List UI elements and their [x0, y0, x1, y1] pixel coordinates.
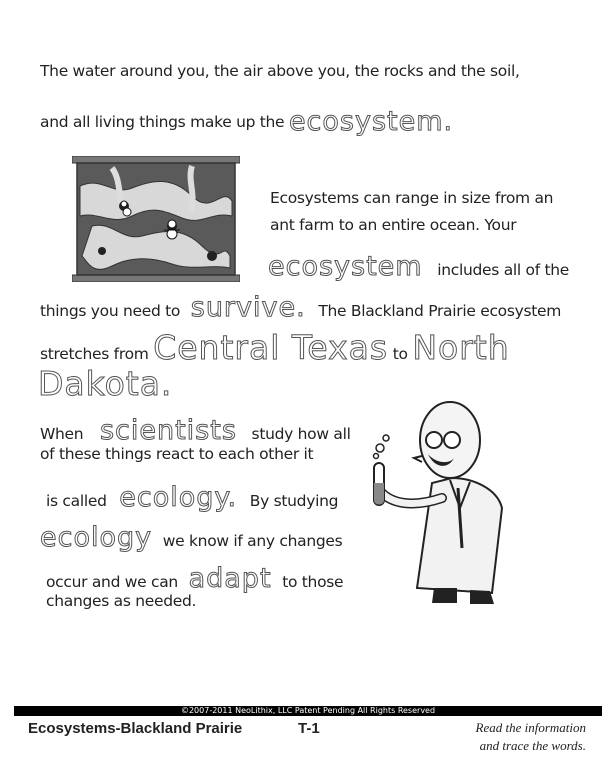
paragraph3-occur: occur and we can: [46, 573, 178, 591]
trace-word-north: North: [412, 328, 510, 367]
paragraph3-line1: [40, 415, 351, 446]
paragraph3-line5: [46, 563, 343, 594]
footer-note-line1: Read the information: [475, 720, 586, 735]
trace-word-central-texas: Central Texas: [153, 328, 389, 367]
trace-word-ecology-2: ecology: [40, 522, 153, 553]
paragraph1-line1: The water around you, the air above you, the rocks and the soil,: [40, 62, 520, 80]
paragraph2-line5: [40, 328, 510, 367]
trace-word-ecosystem: ecosystem.: [288, 106, 454, 137]
paragraph3-called: is called: [46, 492, 107, 510]
paragraph2-line5b-text: to: [392, 345, 408, 363]
paragraph3-study: study how all: [251, 425, 351, 443]
trace-word-ecology: ecology.: [119, 482, 238, 513]
paragraph2-line3-text: includes all of the: [437, 261, 570, 279]
paragraph3-line4: [40, 522, 342, 553]
paragraph3-line2: of these things react to each other it: [40, 445, 314, 463]
copyright-bar: ©2007-2011 NeoLithix, LLC Patent Pending All Rights Reserved: [14, 706, 602, 716]
paragraph2-line2: ant farm to an entire ocean. Your: [270, 216, 517, 234]
paragraph2-line6: [38, 364, 172, 403]
paragraph3-when: When: [40, 425, 84, 443]
paragraph2-line5a-text: stretches from: [40, 345, 149, 363]
paragraph1-line2: [40, 103, 454, 137]
trace-word-adapt: adapt: [188, 563, 272, 594]
footer-title: Ecosystems-Blackland Prairie: [28, 720, 243, 737]
paragraph2-line3: [268, 251, 569, 282]
trace-word-scientists: scientists: [99, 415, 237, 446]
paragraph2-line4: [40, 292, 561, 323]
footer-note: [476, 719, 587, 755]
paragraph2-line4a-text: things you need to: [40, 302, 181, 320]
paragraph3-line6: changes as needed.: [46, 592, 197, 610]
paragraph3-weknow: we know if any changes: [162, 532, 343, 550]
paragraph3-bystudying: By studying: [249, 492, 339, 510]
ant-farm-illustration: [72, 156, 240, 282]
paragraph2-line4b-text: The Blackland Prairie ecosystem: [318, 302, 562, 320]
paragraph1-line2-text: and all living things make up the: [40, 113, 285, 131]
trace-word-ecosystem-2: ecosystem: [268, 251, 423, 282]
trace-word-survive: survive.: [190, 292, 306, 323]
scientist-illustration: [362, 398, 512, 608]
paragraph3-tothose: to those: [282, 573, 344, 591]
paragraph3-line3: [46, 482, 338, 513]
page-number: T-1: [298, 720, 320, 737]
paragraph2-line1: Ecosystems can range in size from an: [270, 189, 554, 207]
footer-note-line2: and trace the words.: [479, 738, 586, 753]
trace-word-dakota: Dakota.: [38, 364, 173, 403]
